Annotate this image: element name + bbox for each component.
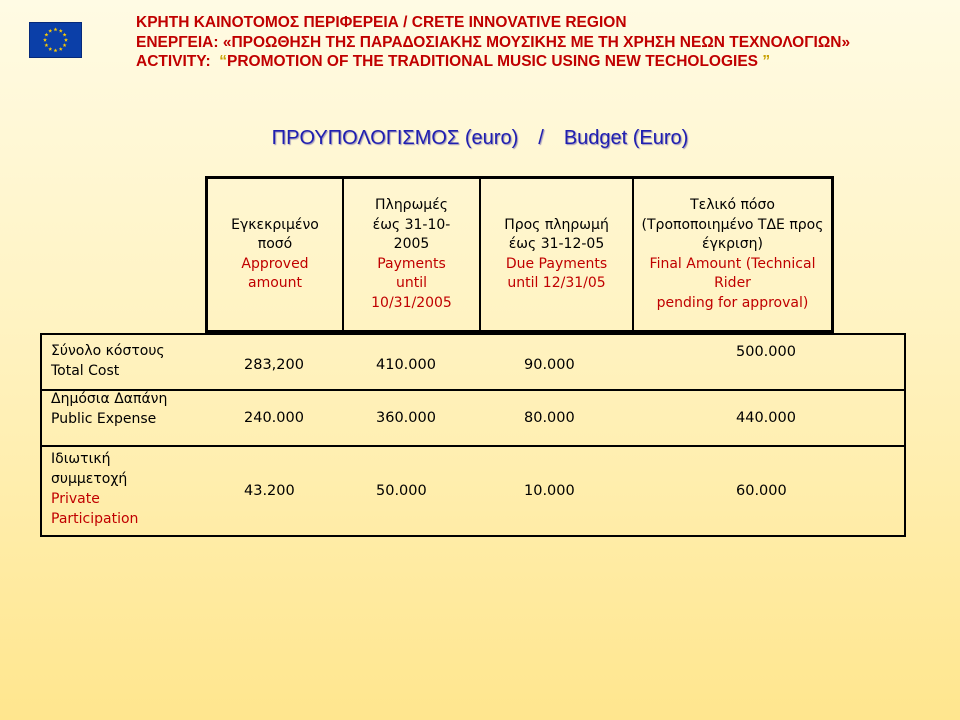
column-header-greek-line: Εγκεκριμένο [231,216,319,233]
eu-star [48,47,52,51]
header [136,13,936,72]
activity-text: PROMOTION OF THE TRADITIONAL MUSIC USING NEW TECHOLOGIES [227,53,759,70]
row-label-english: Public Expense [51,411,157,427]
table-cell-value: 50.000 [376,483,427,499]
column-header-2 [344,179,479,330]
eu-stars-icon [30,23,81,57]
column-header-3 [481,179,632,330]
table-grid-line [40,445,906,447]
eu-star [63,33,67,37]
column-header-4 [634,179,831,330]
row-label-english: Participation [51,511,139,527]
eu-star [54,48,58,52]
table-cell-value: 500.000 [736,344,796,360]
table-grid-line [40,535,906,537]
column-header-greek-line: Πληρωμές [375,197,448,213]
table-grid-line [40,333,42,537]
activity-prefix: ACTIVITY: [136,53,220,70]
column-header-1 [208,179,342,330]
row-label-greek: Δημόσια Δαπάνη [51,391,168,407]
eu-flag-logo [29,22,82,58]
column-header-english-line: until [395,275,427,291]
header-line-activity-greek: ΕΝΕΡΓΕΙΑ: «ΠΡΟΩΘΗΣΗ ΤΗΣ ΠΑΡΑΔΟΣΙΑΚΗΣ ΜΟΥΣΙΚΗΣ ΜΕ ΤΗ ΧΡΗΣΗ ΝΕΩΝ ΤΕΧΝΟΛΟΓΙΩΝ» [136,33,851,51]
table-cell-value: 60.000 [736,483,787,499]
table-grid-line [40,389,906,391]
column-header-greek-line: ποσό [257,236,293,252]
row-label-greek: Σύνολο κόστους [51,343,165,359]
table-cell-value: 10.000 [524,483,575,499]
table-cell-value: 360.000 [376,410,436,426]
column-header-english-line: pending for approval) [656,294,809,311]
row-label-greek: Ιδιωτική [51,451,111,467]
budget-title-english: Budget (Euro) [563,127,689,149]
eu-star [54,27,58,31]
row-label-greek: συμμετοχή [51,471,128,487]
column-header-greek-line: Τελικό πόσο [690,197,775,213]
eu-star [64,38,68,42]
table-grid-line [904,333,906,537]
budget-rows [0,333,960,537]
budget-title-greek: ΠΡΟΥΠΟΛΟΓΙΣΜΟΣ (euro) [271,127,519,149]
column-header-english-line: Payments [377,255,446,272]
column-header-greek-line: έως 31-10- [372,216,451,233]
column-header-greek-line: Προς πληρωμή [504,216,609,233]
eu-star [44,33,48,37]
header-line-activity-english [136,52,936,72]
column-header-english-line: until 12/31/05 [507,275,606,291]
column-header-english-line: Final Amount (Technical Rider [649,255,816,291]
table-cell-value: 440.000 [736,410,796,426]
column-header-greek-line: έως 31-12-05 [508,236,605,252]
column-header-english-line: 10/31/2005 [371,294,452,311]
column-header-english-line: amount [247,275,303,291]
table-cell-value: 283,200 [244,357,304,373]
column-header-english-line: Approved [241,255,309,272]
eu-star [43,38,47,42]
row-label [51,449,138,529]
budget-title [0,127,960,150]
row-label-english: Total Cost [51,363,120,379]
eu-star [63,43,67,47]
eu-star [59,47,63,51]
budget-title-separator: / [538,127,544,149]
table-cell-value: 410.000 [376,357,436,373]
table-grid-line [40,333,906,335]
eu-star [44,43,48,47]
table-cell-value: 90.000 [524,357,575,373]
eu-star [48,29,52,33]
column-header-table [205,176,834,333]
table-cell-value: 43.200 [244,483,295,499]
eu-star [59,29,63,33]
close-quote: ” [758,53,771,70]
table-cell-value: 240.000 [244,410,304,426]
row-label-english: Private [51,491,100,507]
column-header-greek-line: έγκριση) [702,236,763,252]
open-quote: “ [219,53,227,70]
header-line-region: ΚΡΗΤΗ ΚΑΙΝΟΤΟΜΟΣ ΠΕΡΙΦΕΡΕΙΑ / CRETE INNOVATIVE REGION [136,14,627,31]
column-header-greek-line: 2005 [393,236,430,252]
row-label [51,341,165,381]
column-header-english-line: Due Payments [505,255,608,272]
column-header-greek-line: (Τροποποιημένο ΤΔΕ προς [641,216,824,233]
table-cell-value: 80.000 [524,410,575,426]
row-label [51,389,167,429]
